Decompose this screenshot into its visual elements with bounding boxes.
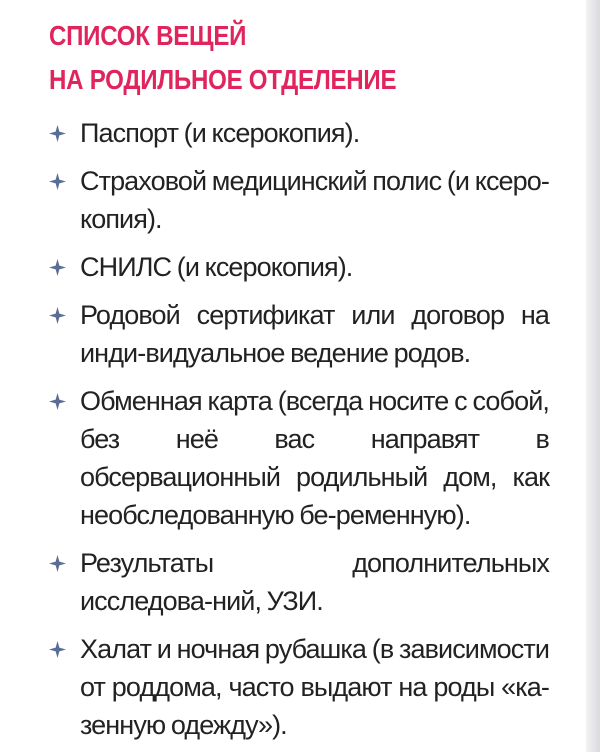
list-item-text: Халат и ночная рубашка (в зависимости от роддома, часто выдают на роды «ка-зенную одежду»).: [80, 634, 549, 740]
list-item-text: Обменная карта (всегда носите с собой, без неё вас направят в обсервационный родильный дом, как необследованную бе-ременную).: [80, 386, 549, 530]
four-point-star-icon: [49, 296, 80, 334]
list-item-text: Родовой сертификат или договор на инди-видуальное ведение родов.: [80, 300, 549, 368]
page-title: [49, 14, 396, 102]
title-line-2: НА РОДИЛЬНОЕ ОТДЕЛЕНИЕ: [49, 64, 397, 95]
four-point-star-icon: [49, 114, 80, 152]
list-item: [49, 544, 549, 620]
list-item: [49, 248, 549, 286]
four-point-star-icon: [49, 630, 80, 668]
list-item: [49, 114, 549, 152]
checklist: [49, 114, 549, 754]
four-point-star-icon: [49, 162, 80, 200]
four-point-star-icon: [49, 248, 80, 286]
page-edge-shadow: [586, 0, 600, 752]
list-item-text: Паспорт (и ксерокопия).: [80, 118, 360, 148]
list-item-text: СНИЛС (и ксерокопия).: [80, 252, 353, 282]
title-line-1: СПИСОК ВЕЩЕЙ: [49, 20, 247, 51]
list-item-text: Результаты дополнительных исследова-ний, УЗИ.: [80, 548, 549, 616]
list-item-text: Страховой медицинский полис (и ксеро-копия).: [80, 166, 549, 234]
list-item: [49, 630, 549, 744]
list-item: [49, 162, 549, 238]
list-item: [49, 382, 549, 534]
four-point-star-icon: [49, 382, 80, 420]
list-item: [49, 296, 549, 372]
four-point-star-icon: [49, 544, 80, 582]
